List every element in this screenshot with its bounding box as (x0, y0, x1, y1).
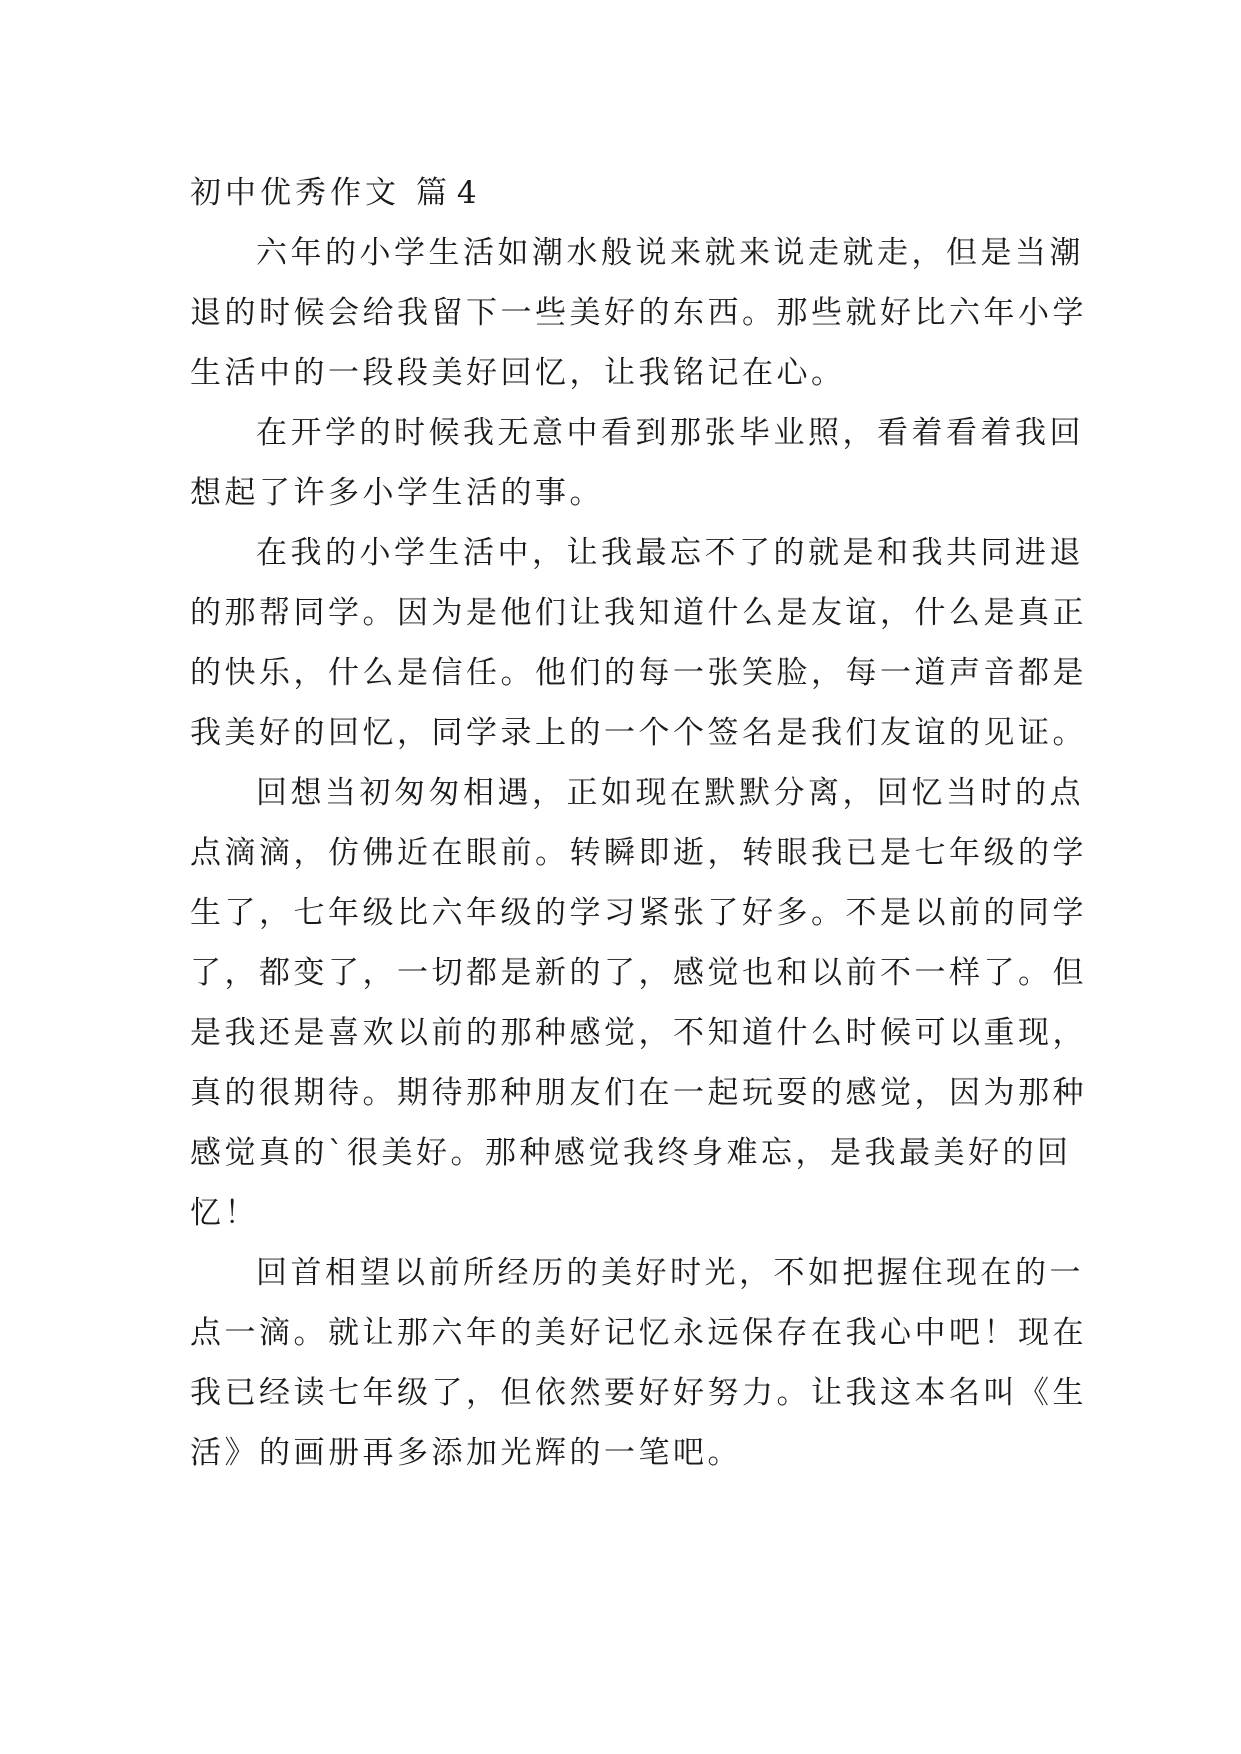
paragraph-line: 在开学的时候我无意中看到那张毕业照，看着看着我回 (256, 415, 1084, 451)
paragraph-line: 真的很期待。期待那种朋友们在一起玩耍的感觉，因为那种 (190, 1075, 1087, 1111)
paragraph-4 (190, 763, 1087, 1243)
paragraph-line: 生活中的一段段美好回忆，让我铭记在心。 (190, 355, 846, 391)
paragraph-line: 的那帮同学。因为是他们让我知道什么是友谊，什么是真正 (190, 595, 1087, 631)
title-text: 初中优秀作文 (190, 175, 400, 211)
paragraph-line: 我已经读七年级了，但依然要好好努力。让我这本名叫《生 (190, 1375, 1087, 1411)
document-title (190, 163, 1070, 223)
paragraph-line: 回首相望以前所经历的美好时光，不如把握住现在的一 (256, 1255, 1084, 1291)
paragraph-line: 的快乐，什么是信任。他们的每一张笑脸，每一道声音都是 (190, 655, 1087, 691)
paragraph-line: 点一滴。就让那六年的美好记忆永远保存在我心中吧！现在 (190, 1315, 1087, 1351)
document-body (190, 163, 1087, 1483)
paragraph-line: 回想当初匆匆相遇，正如现在默默分离，回忆当时的点 (256, 775, 1084, 811)
paragraph-line: 想起了许多小学生活的事。 (190, 475, 604, 511)
paragraph-line: 六年的小学生活如潮水般说来就来说走就走，但是当潮 (256, 235, 1084, 271)
paragraph-line: 在我的小学生活中，让我最忘不了的就是和我共同进退 (256, 535, 1084, 571)
paragraph-1 (190, 223, 1087, 403)
paragraph-line: 活》的画册再多添加光辉的一笔吧。 (190, 1435, 742, 1471)
paragraph-line: 退的时候会给我留下一些美好的东西。那些就好比六年小学 (190, 295, 1087, 331)
paragraph-3 (190, 523, 1087, 763)
paragraph-line: 生了，七年级比六年级的学习紧张了好多。不是以前的同学 (190, 895, 1087, 931)
paragraph-line: 忆！ (190, 1195, 259, 1231)
paragraph-line: 是我还是喜欢以前的那种感觉，不知道什么时候可以重现， (190, 1015, 1087, 1051)
paragraph-5 (190, 1243, 1087, 1483)
paragraph-line: 了，都变了，一切都是新的了，感觉也和以前不一样了。但 (190, 955, 1087, 991)
section-label: 篇 4 (416, 175, 477, 211)
paragraph-line: 我美好的回忆，同学录上的一个个签名是我们友谊的见证。 (190, 715, 1087, 751)
paragraph-line: 感觉真的`很美好。那种感觉我终身难忘，是我最美好的回 (190, 1135, 1072, 1171)
paragraph-line: 点滴滴，仿佛近在眼前。转瞬即逝，转眼我已是七年级的学 (190, 835, 1087, 871)
paragraph-2 (190, 403, 1084, 523)
